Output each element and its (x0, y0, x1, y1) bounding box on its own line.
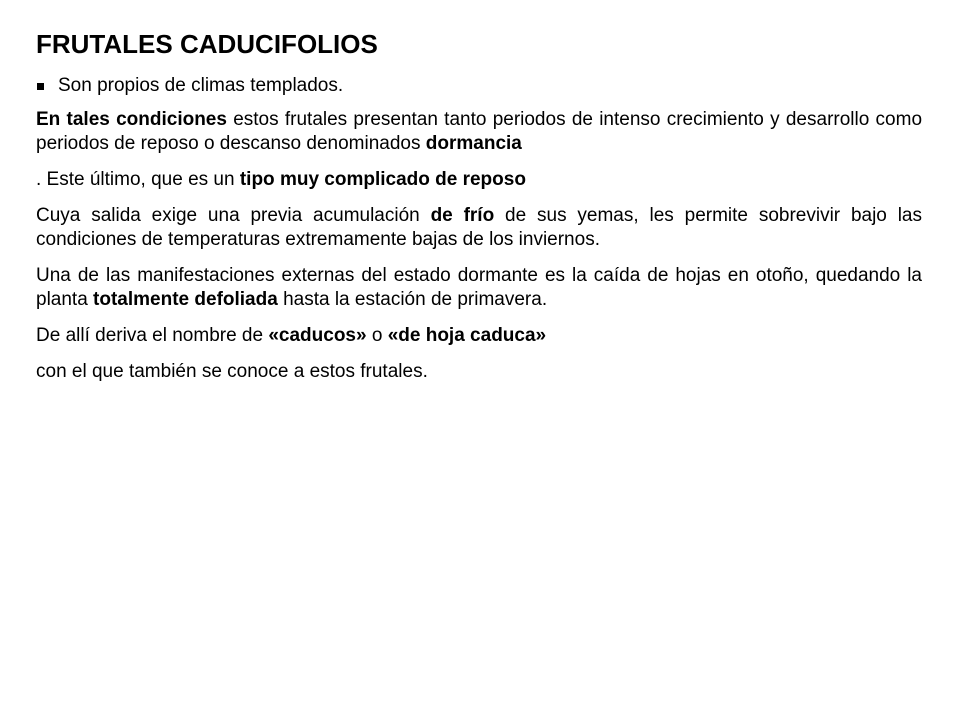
square-bullet-icon (37, 83, 44, 90)
paragraph-text: Una de las manifestaciones externas del estado dormante es la caída de hojas en otoño, quedando la planta (36, 265, 922, 310)
slide-title: FRUTALES CADUCIFOLIOS (36, 29, 378, 59)
paragraph-text: o (366, 325, 388, 346)
slide-content (36, 28, 922, 396)
paragraph-condiciones (36, 108, 922, 156)
paragraph-nombre (36, 324, 922, 348)
bold-text: «caducos» (268, 325, 367, 346)
paragraph-conclusion (36, 360, 922, 384)
paragraph-text: de sus yemas, les permite sobrevivir bajo las condiciones de temperaturas extremamente bajas de los inviernos. (36, 205, 922, 250)
bullet-item (36, 74, 922, 98)
bold-text: «de hoja caduca» (387, 325, 547, 346)
paragraph-text: hasta la estación de primavera. (277, 289, 548, 310)
paragraph-text: estos frutales presentan tanto periodos de intenso crecimiento y desarrollo como periodos de reposo o descanso denominados (36, 109, 923, 154)
bold-text: dormancia (425, 133, 522, 154)
bold-text: totalmente defoliada (93, 289, 278, 310)
paragraph-frio (36, 204, 922, 252)
paragraph-reposo (36, 168, 922, 192)
bullet-text: Son propios de climas templados. (58, 75, 344, 96)
bold-text: En tales condiciones (36, 109, 227, 130)
paragraph-text: De allí deriva el nombre de (36, 325, 269, 346)
paragraph-text: con el que también se conoce a estos frutales. (36, 361, 428, 382)
paragraph-text: . Este último, que es un (36, 169, 240, 190)
paragraph-manifestaciones (36, 264, 922, 312)
paragraph-text: Cuya salida exige una previa acumulación (36, 205, 431, 226)
bold-text: de frío (430, 205, 495, 226)
bold-text: tipo muy complicado de reposo (239, 169, 526, 190)
